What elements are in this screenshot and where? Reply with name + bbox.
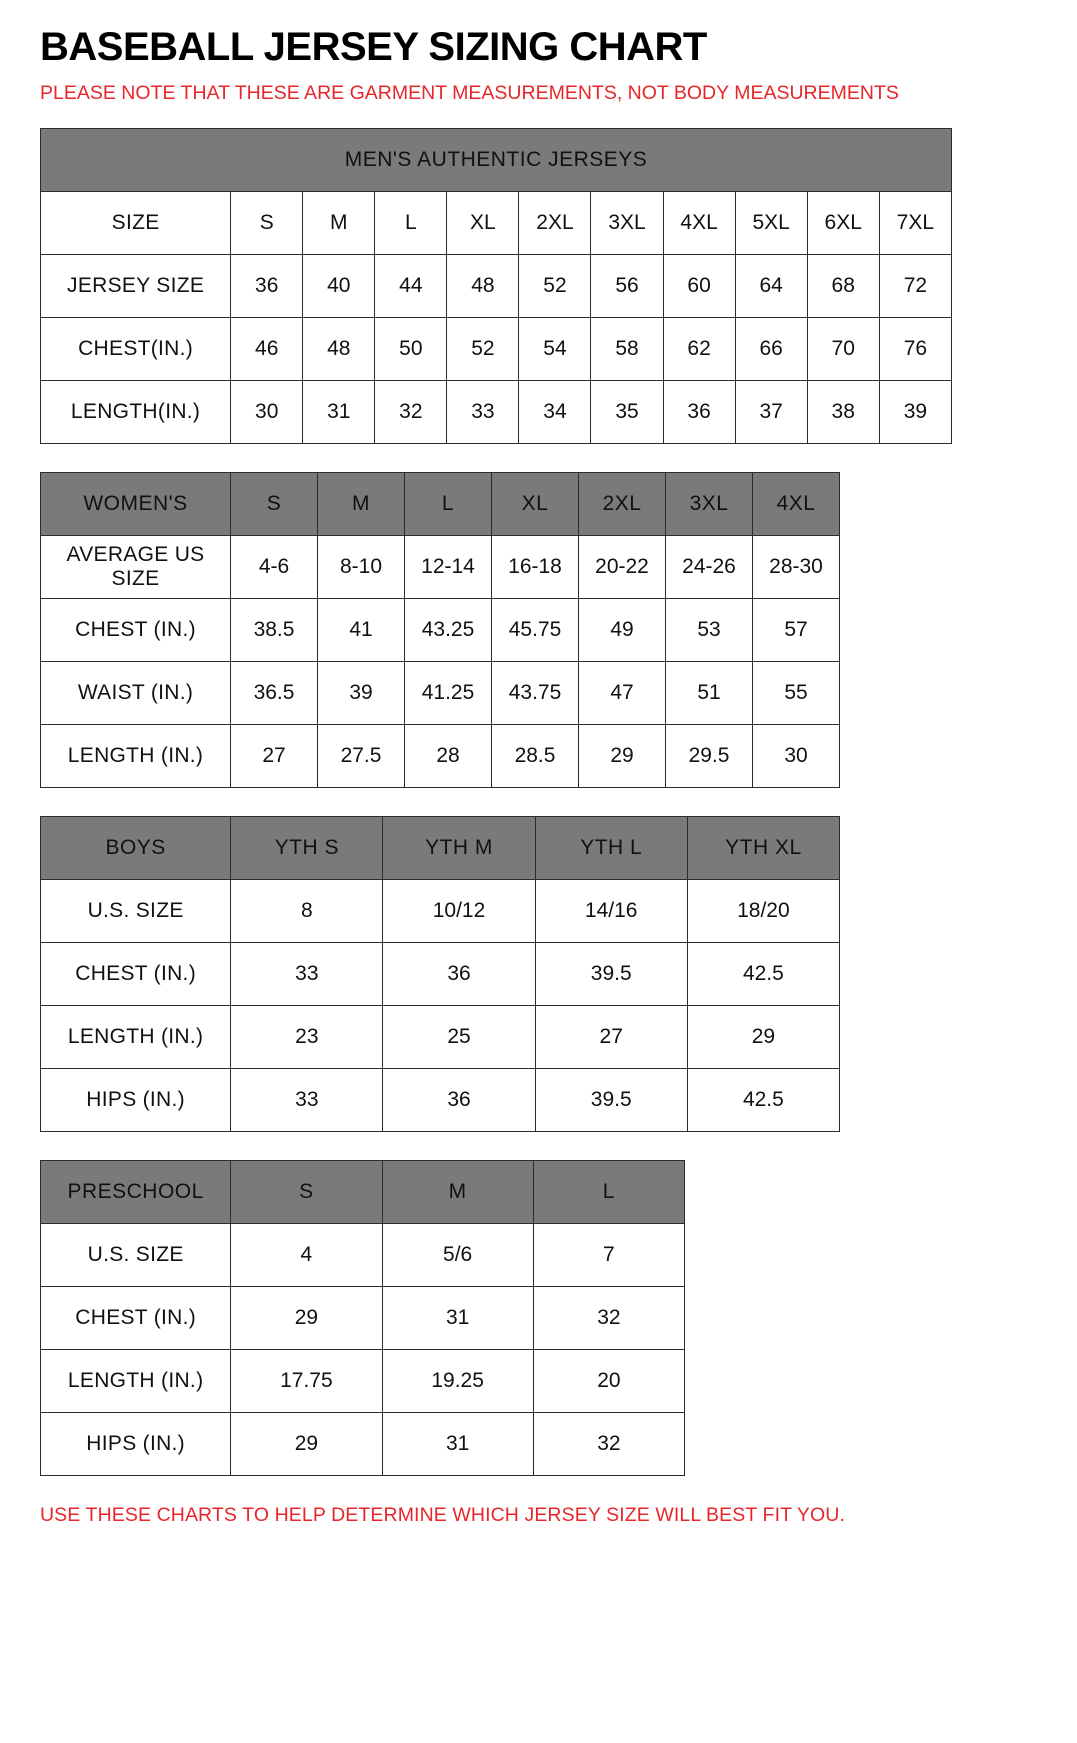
preschool-header-row [41,1161,685,1224]
boys-size-cell: YTH M [383,817,535,880]
mens-row-label: JERSEY SIZE [41,255,231,318]
table-cell: 51 [666,662,753,725]
table-cell: 27 [535,1006,687,1069]
mens-size-cell: 3XL [591,192,663,255]
table-row [41,943,840,1006]
preschool-row-label: CHEST (IN.) [41,1287,231,1350]
table-row [41,381,952,444]
table-cell: 49 [579,599,666,662]
boys-size-cell: YTH S [231,817,383,880]
boys-header-row [41,817,840,880]
table-cell: 7 [533,1224,684,1287]
table-row [41,599,840,662]
table-cell: 48 [447,255,519,318]
table-row [41,1413,685,1476]
table-cell: 36 [383,1069,535,1132]
table-cell: 27 [231,725,318,788]
table-cell: 17.75 [231,1350,382,1413]
table-cell: 60 [663,255,735,318]
table-cell: 55 [753,662,840,725]
table-cell: 39 [879,381,951,444]
mens-header-label: SIZE [41,192,231,255]
mens-size-cell: 7XL [879,192,951,255]
womens-header-label: WOMEN'S [41,473,231,536]
table-cell: 43.25 [405,599,492,662]
table-cell: 56 [591,255,663,318]
mens-row-label: LENGTH(IN.) [41,381,231,444]
table-cell: 28.5 [492,725,579,788]
boys-table-body [41,817,840,1132]
womens-size-cell: S [231,473,318,536]
table-cell: 38 [807,381,879,444]
table-cell: 44 [375,255,447,318]
mens-size-cell: 5XL [735,192,807,255]
boys-header-label: BOYS [41,817,231,880]
preschool-size-cell: S [231,1161,382,1224]
table-cell: 32 [533,1287,684,1350]
table-cell: 16-18 [492,536,579,599]
table-cell: 19.25 [382,1350,533,1413]
boys-row-label: CHEST (IN.) [41,943,231,1006]
table-cell: 23 [231,1006,383,1069]
womens-table-body [41,473,840,788]
table-cell: 36 [231,255,303,318]
table-cell: 30 [753,725,840,788]
boys-row-label: HIPS (IN.) [41,1069,231,1132]
boys-row-label: LENGTH (IN.) [41,1006,231,1069]
table-cell: 14/16 [535,880,687,943]
table-cell: 52 [519,255,591,318]
table-cell: 36 [383,943,535,1006]
mens-size-cell: 6XL [807,192,879,255]
table-cell: 32 [375,381,447,444]
womens-size-cell: 2XL [579,473,666,536]
mens-band-title: MEN'S AUTHENTIC JERSEYS [41,129,952,192]
mens-size-cell: S [231,192,303,255]
table-cell: 31 [382,1413,533,1476]
boys-row-label: U.S. SIZE [41,880,231,943]
table-cell: 39 [318,662,405,725]
table-row [41,318,952,381]
boys-size-cell: YTH L [535,817,687,880]
womens-sizing-table [40,472,840,788]
table-cell: 57 [753,599,840,662]
table-row [41,255,952,318]
table-cell: 36 [663,381,735,444]
table-row [41,1006,840,1069]
table-cell: 31 [303,381,375,444]
table-cell: 12-14 [405,536,492,599]
preschool-size-cell: M [382,1161,533,1224]
table-cell: 32 [533,1413,684,1476]
table-cell: 40 [303,255,375,318]
table-cell: 4 [231,1224,382,1287]
womens-size-cell: 3XL [666,473,753,536]
table-row [41,1224,685,1287]
womens-size-cell: M [318,473,405,536]
table-cell: 29 [231,1413,382,1476]
table-cell: 28 [405,725,492,788]
table-cell: 8 [231,880,383,943]
page-title: BASEBALL JERSEY SIZING CHART [40,25,707,69]
table-cell: 24-26 [666,536,753,599]
table-cell: 54 [519,318,591,381]
table-cell: 58 [591,318,663,381]
table-row [41,1069,840,1132]
table-cell: 41.25 [405,662,492,725]
table-row [41,725,840,788]
boys-size-cell: YTH XL [687,817,839,880]
womens-header-row [41,473,840,536]
table-cell: 46 [231,318,303,381]
table-row [41,536,840,599]
table-cell: 27.5 [318,725,405,788]
table-cell: 39.5 [535,1069,687,1132]
table-cell: 52 [447,318,519,381]
table-cell: 76 [879,318,951,381]
preschool-size-cell: L [533,1161,684,1224]
preschool-row-label: LENGTH (IN.) [41,1350,231,1413]
mens-table-body [41,129,952,444]
womens-row-label: LENGTH (IN.) [41,725,231,788]
table-cell: 4-6 [231,536,318,599]
womens-size-cell: 4XL [753,473,840,536]
table-cell: 50 [375,318,447,381]
mens-sizing-table [40,128,952,444]
preschool-row-label: HIPS (IN.) [41,1413,231,1476]
table-cell: 37 [735,381,807,444]
table-cell: 34 [519,381,591,444]
preschool-sizing-table [40,1160,685,1476]
table-cell: 20-22 [579,536,666,599]
table-cell: 29 [579,725,666,788]
table-cell: 33 [231,943,383,1006]
table-cell: 70 [807,318,879,381]
table-cell: 45.75 [492,599,579,662]
table-cell: 42.5 [687,943,839,1006]
mens-size-cell: 4XL [663,192,735,255]
boys-sizing-table [40,816,840,1132]
table-row [41,880,840,943]
table-cell: 41 [318,599,405,662]
table-cell: 62 [663,318,735,381]
table-cell: 39.5 [535,943,687,1006]
table-cell: 5/6 [382,1224,533,1287]
table-cell: 10/12 [383,880,535,943]
table-cell: 33 [447,381,519,444]
table-cell: 8-10 [318,536,405,599]
mens-band-row [41,129,952,192]
table-row [41,1350,685,1413]
footer-note: USE THESE CHARTS TO HELP DETERMINE WHICH JERSEY SIZE WILL BEST FIT YOU. [40,1504,845,1527]
table-cell: 66 [735,318,807,381]
preschool-header-label: PRESCHOOL [41,1161,231,1224]
mens-size-cell: XL [447,192,519,255]
mens-size-cell: L [375,192,447,255]
mens-header-row [41,192,952,255]
table-cell: 43.75 [492,662,579,725]
womens-row-label: WAIST (IN.) [41,662,231,725]
mens-row-label: CHEST(IN.) [41,318,231,381]
table-cell: 29.5 [666,725,753,788]
table-cell: 18/20 [687,880,839,943]
table-cell: 38.5 [231,599,318,662]
womens-size-cell: L [405,473,492,536]
womens-size-cell: XL [492,473,579,536]
womens-row-label: AVERAGE US SIZE [41,536,231,599]
table-cell: 47 [579,662,666,725]
preschool-row-label: U.S. SIZE [41,1224,231,1287]
table-cell: 31 [382,1287,533,1350]
table-cell: 29 [231,1287,382,1350]
table-row [41,1287,685,1350]
table-cell: 72 [879,255,951,318]
table-cell: 64 [735,255,807,318]
table-cell: 36.5 [231,662,318,725]
womens-row-label: CHEST (IN.) [41,599,231,662]
table-cell: 20 [533,1350,684,1413]
preschool-table-body [41,1161,685,1476]
table-cell: 25 [383,1006,535,1069]
table-cell: 35 [591,381,663,444]
table-cell: 28-30 [753,536,840,599]
mens-size-cell: 2XL [519,192,591,255]
table-cell: 30 [231,381,303,444]
measurement-note: PLEASE NOTE THAT THESE ARE GARMENT MEASUREMENTS, NOT BODY MEASUREMENTS [40,82,899,104]
table-cell: 29 [687,1006,839,1069]
table-row [41,662,840,725]
table-cell: 33 [231,1069,383,1132]
table-cell: 48 [303,318,375,381]
table-cell: 68 [807,255,879,318]
table-cell: 53 [666,599,753,662]
table-cell: 42.5 [687,1069,839,1132]
mens-size-cell: M [303,192,375,255]
